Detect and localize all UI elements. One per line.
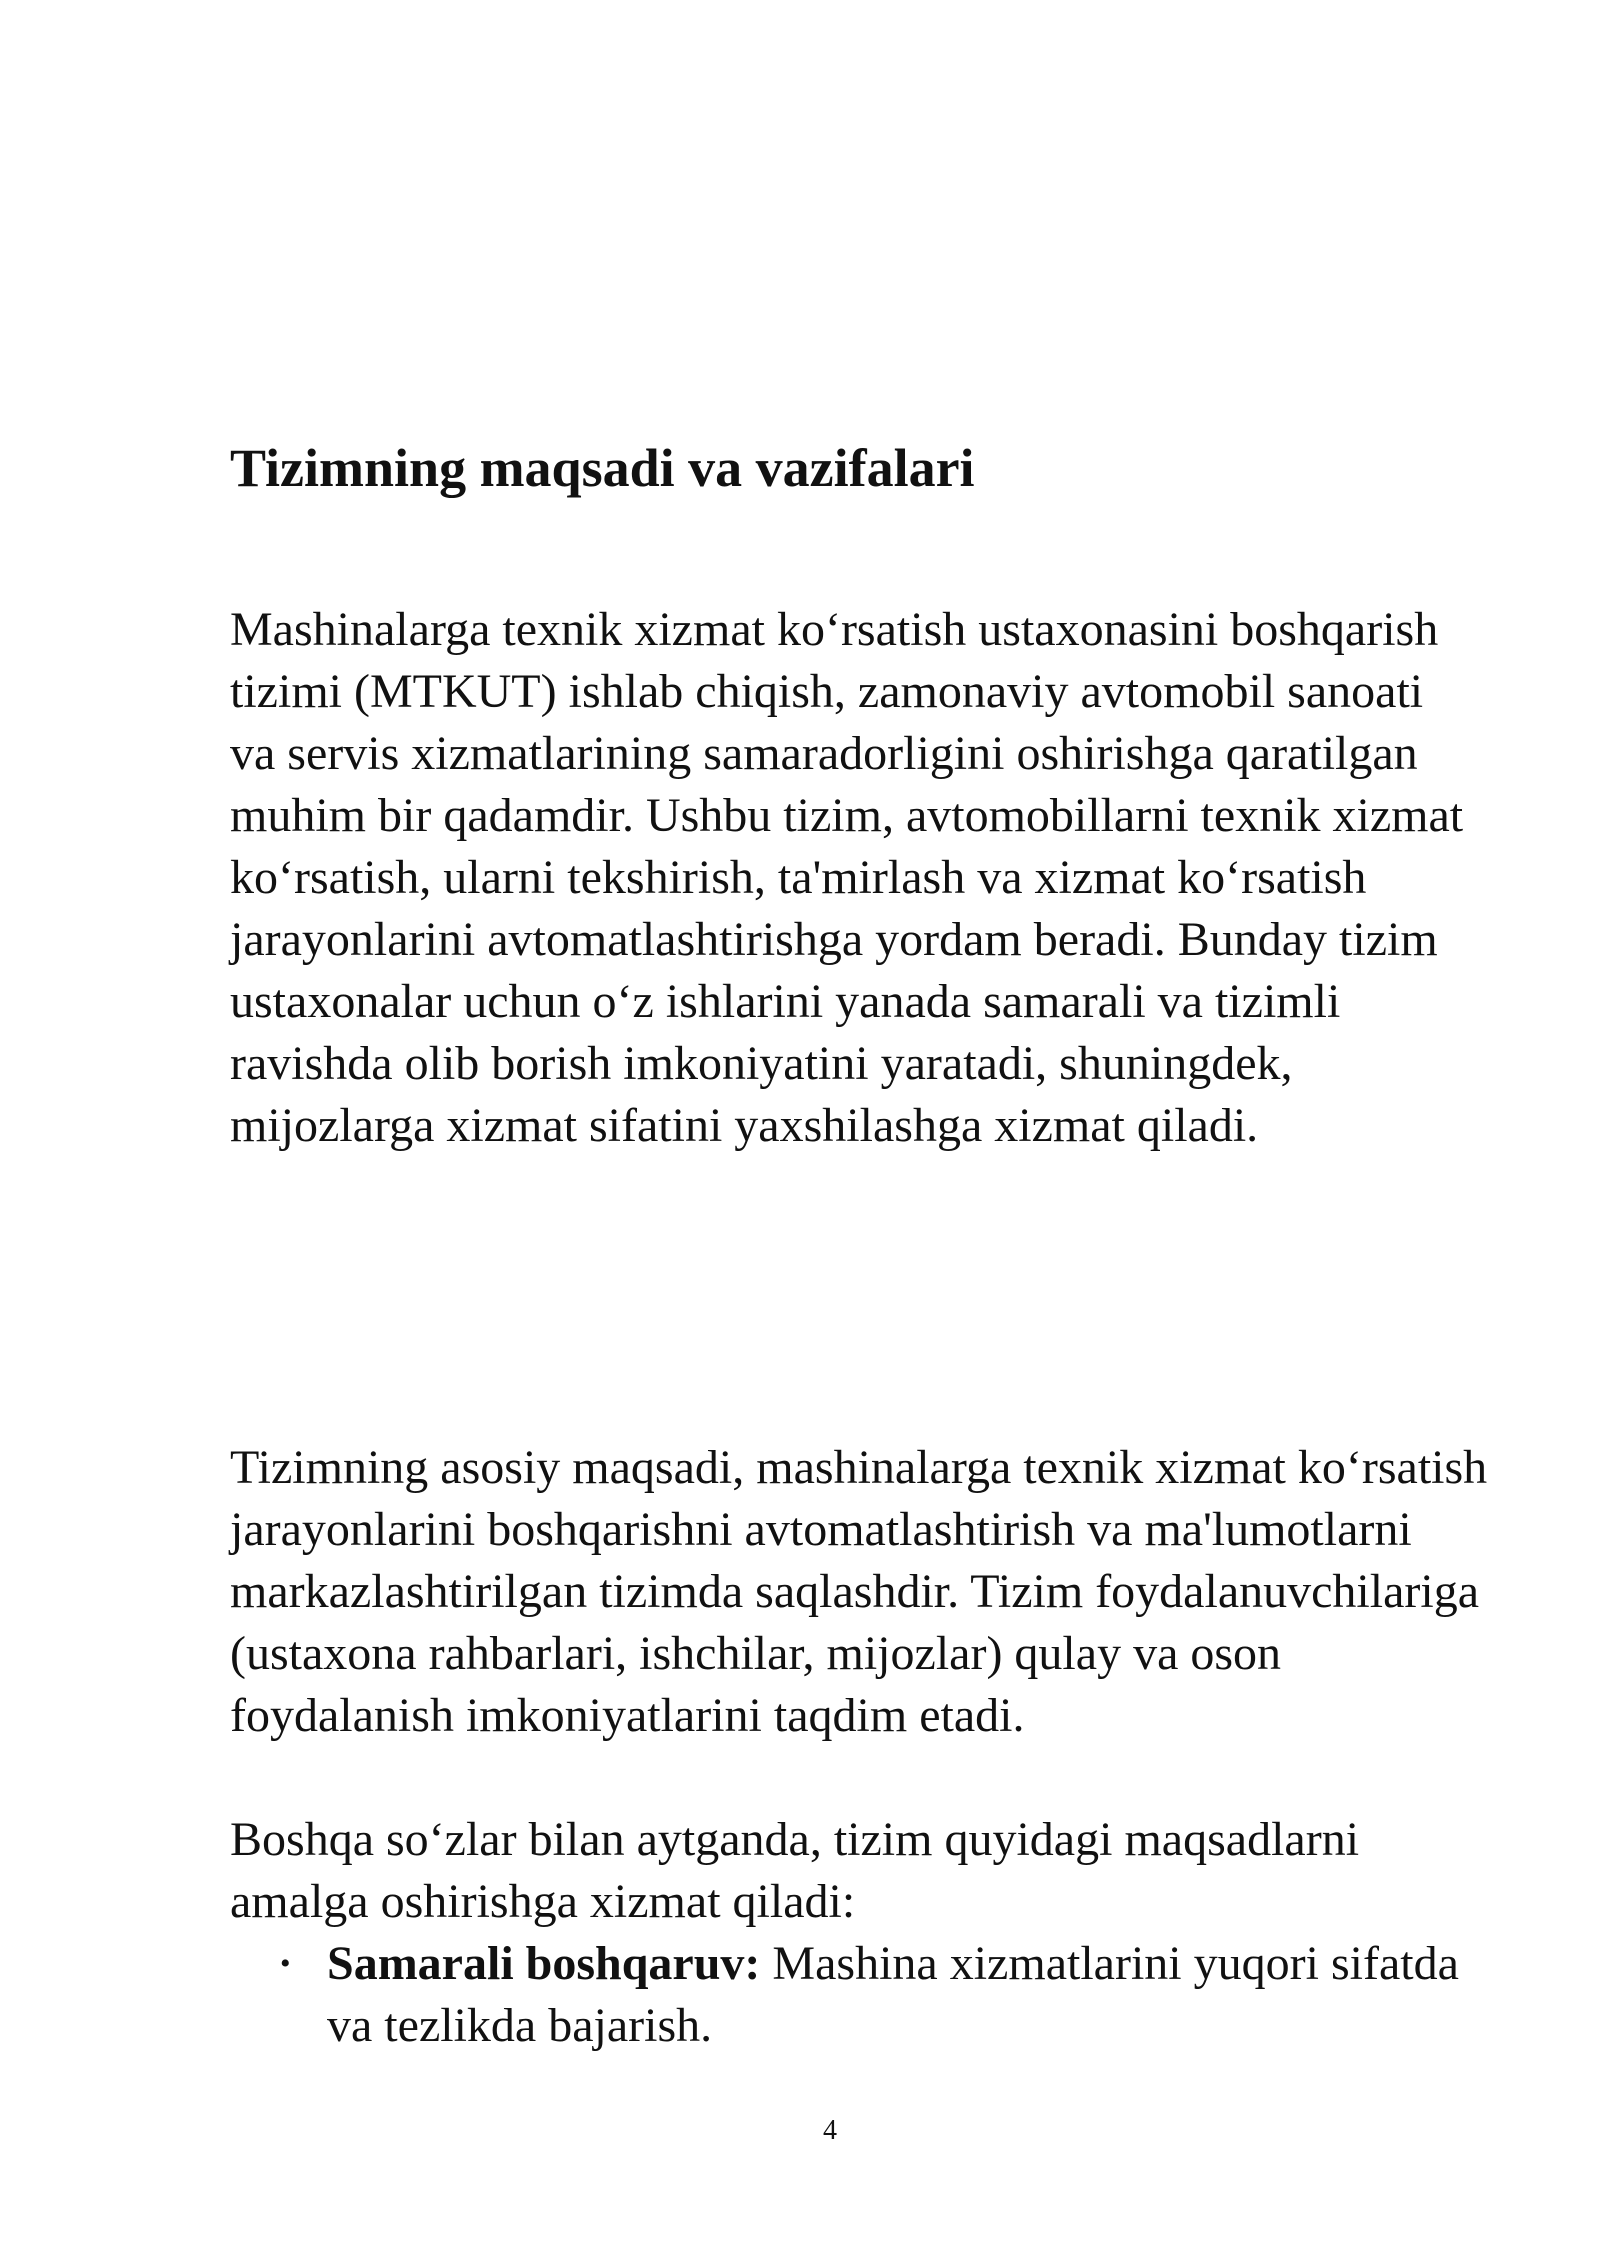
main-goal-paragraph: Tizimning asosiy maqsadi, mashinalarga texnik xizmat ko‘rsatish jarayonlarini boshqarishni avtomatlashtirish va ma'lumotlarni markazlashtirilgan tizimda saqlashdir. Tizim foydalanuvchilariga (ustaxona rahbarlari, ishchilar, mijozlar) qulay va oson foydalanish imkoniyatlarini taqdim etadi. [230, 1441, 1488, 1742]
list-item [230, 1933, 1500, 2057]
page-number: 4 [823, 2115, 837, 2146]
goals-lead-paragraph: Boshqa so‘zlar bilan aytganda, tizim quyidagi maqsadlarni amalga oshirishga xizmat qiladi: [230, 1813, 1360, 1928]
section-heading: Tizimning maqsadi va vazifalari [230, 438, 975, 498]
bullet-text: Mashina xizmatlarini yuqori sifatda va tezlikda bajarish. [327, 1937, 1459, 2052]
bullet-marker: • [280, 1947, 291, 1980]
goals-list [230, 1933, 1500, 2057]
bullet-term: Samarali boshqaruv: [327, 1937, 761, 1990]
intro-paragraph: Mashinalarga texnik xizmat ko‘rsatish ustaxonasini boshqarish tizimi (MTKUT) ishlab chiqish, zamonaviy avtomobil sanoati va servis xizmatlarining samaradorligini oshirishga qaratilgan muhim bir qadamdir. Ushbu tizim, avtomobillarni texnik xizmat ko‘rsatish, ularni tekshirish, ta'mirlash va xizmat ko‘rsatish jarayonlarini avtomatlashtirishga yordam beradi. Bunday tizim ustaxonalar uchun o‘z ishlarini yanada samarali va tizimli ravishda olib borish imkoniyatini yaratadi, shuningdek, mijozlarga xizmat sifatini yaxshilashga xizmat qiladi. [230, 603, 1464, 1152]
